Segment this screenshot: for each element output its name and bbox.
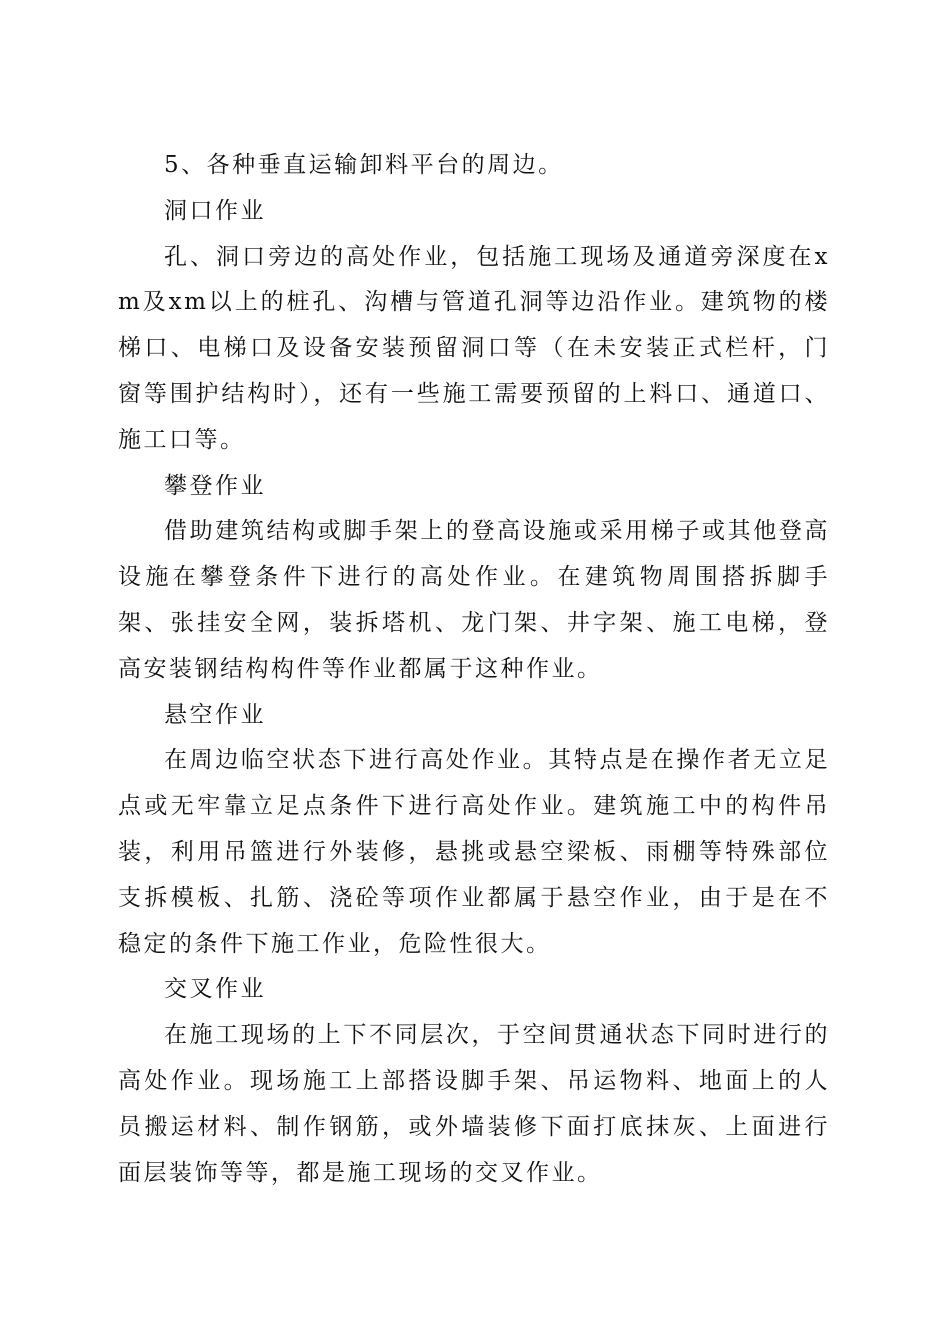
section-body-hole-work: 孔、洞口旁边的高处作业，包括施工现场及通道旁深度在xm及xm以上的桩孔、沟槽与管道孔洞等边沿作业。建筑物的楼梯口、电梯口及设备安装预留洞口等（在未安装正式栏杆，门窗等围护结构时），还有一些施工需要预留的上料口、通道口、施工口等。 [118, 243, 830, 453]
list-item-5: 5、各种垂直运输卸料平台的周边。 [164, 152, 564, 178]
section-body-suspended-work: 在周边临空状态下进行高处作业。其特点是在操作者无立足点或无牢靠立足点条件下进行高处作业。建筑施工中的构件吊装，利用吊篮进行外装修，悬挑或悬空梁板、雨棚等特殊部位支拆模板、扎筋、浇砼等项作业都属于悬空作业，由于是在不稳定的条件下施工作业，危险性很大。 [118, 747, 830, 957]
section-heading-hole-work: 洞口作业 [164, 197, 266, 224]
section-heading-cross-work: 交叉作业 [164, 976, 266, 1003]
document-body [118, 143, 830, 1196]
section-heading-suspended-work: 悬空作业 [164, 701, 266, 728]
section-body-climbing-work: 借助建筑结构或脚手架上的登高设施或采用梯子或其他登高设施在攀登条件下进行的高处作业。在建筑物周围搭拆脚手架、张挂安全网，装拆塔机、龙门架、井字架、施工电梯，登高安装钢结构构件等作业都属于这种作业。 [118, 518, 830, 682]
section-body-cross-work: 在施工现场的上下不同层次，于空间贯通状态下同时进行的高处作业。现场施工上部搭设脚手架、吊运物料、地面上的人员搬运材料、制作钢筋，或外墙装修下面打底抹灰、上面进行面层装饰等等，都是施工现场的交叉作业。 [118, 1022, 830, 1186]
section-heading-climbing-work: 攀登作业 [164, 472, 266, 499]
